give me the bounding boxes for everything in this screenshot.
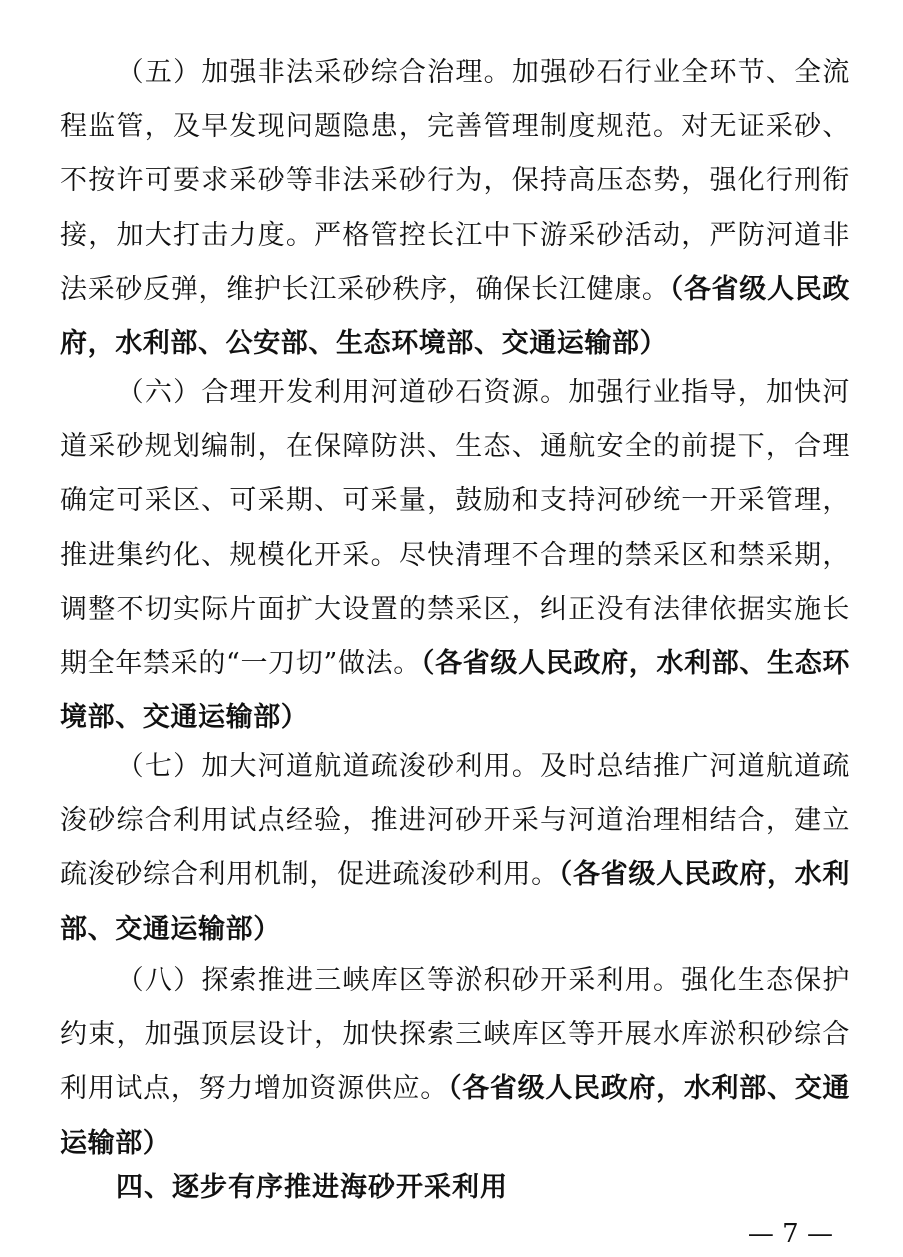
paragraph-lead: （五）加强非法采砂综合治理。 [116, 57, 512, 88]
paragraph-lead: （八）探索推进三峡库区等淤积砂开采利用。 [116, 965, 682, 996]
paragraph-lead: （七）加大河道航道疏浚砂利用。 [116, 751, 541, 782]
paragraph-6 [60, 366, 850, 745]
paragraph-body: 强化生态保护约束，加强顶层设计，加快探索三峡库区等开展水库淤积砂综合利用试点，努力增加资源供应。 [60, 965, 851, 1105]
responsible-departments: （各省级人民政府，水利部、生态环境部、交通运输部） [60, 648, 850, 734]
paragraph-lead: （六）合理开发利用河道砂石资源。 [116, 377, 569, 408]
responsible-departments: （各省级人民政府，水利部、交通运输部） [60, 1073, 850, 1159]
responsible-departments: （各省级人民政府，水利部、公安部、生态环境部、交通运输部） [60, 273, 851, 360]
paragraph-5 [60, 46, 850, 371]
section-heading: 四、逐步有序推进海砂开采利用 [116, 1172, 508, 1203]
paragraph-7 [60, 740, 850, 957]
page-number: — 7 — [747, 1219, 833, 1249]
paragraph-body: 加强行业指导，加快河道采砂规划编制，在保障防洪、生态、通航安全的前提下，合理确定可采区、可采期、可采量，鼓励和支持河砂统一开采管理，推进集约化、规模化开采。尽快清理不合理的禁采区和禁采期，调整不切实际片面扩大设置的禁采区，纠正没有法律依据实施长期全年禁采的“一刀切”做法。 [60, 377, 851, 680]
paragraph-body: 加强砂石行业全环节、全流程监管，及早发现问题隐患，完善管理制度规范。对无证采砂、不按许可要求采砂等非法采砂行为，保持高压态势，强化行刑衔接，加大打击力度。严格管控长江中下游采砂活动，严防河道非法采砂反弹，维护长江采砂秩序，确保长江健康。 [60, 57, 850, 305]
paragraph-body: 及时总结推广河道航道疏浚砂综合利用试点经验，推进河砂开采与河道治理相结合，建立疏浚砂综合利用机制，促进疏浚砂利用。 [60, 751, 850, 891]
paragraph-8 [60, 954, 850, 1171]
responsible-departments: （各省级人民政府，水利部、交通运输部） [60, 859, 850, 945]
